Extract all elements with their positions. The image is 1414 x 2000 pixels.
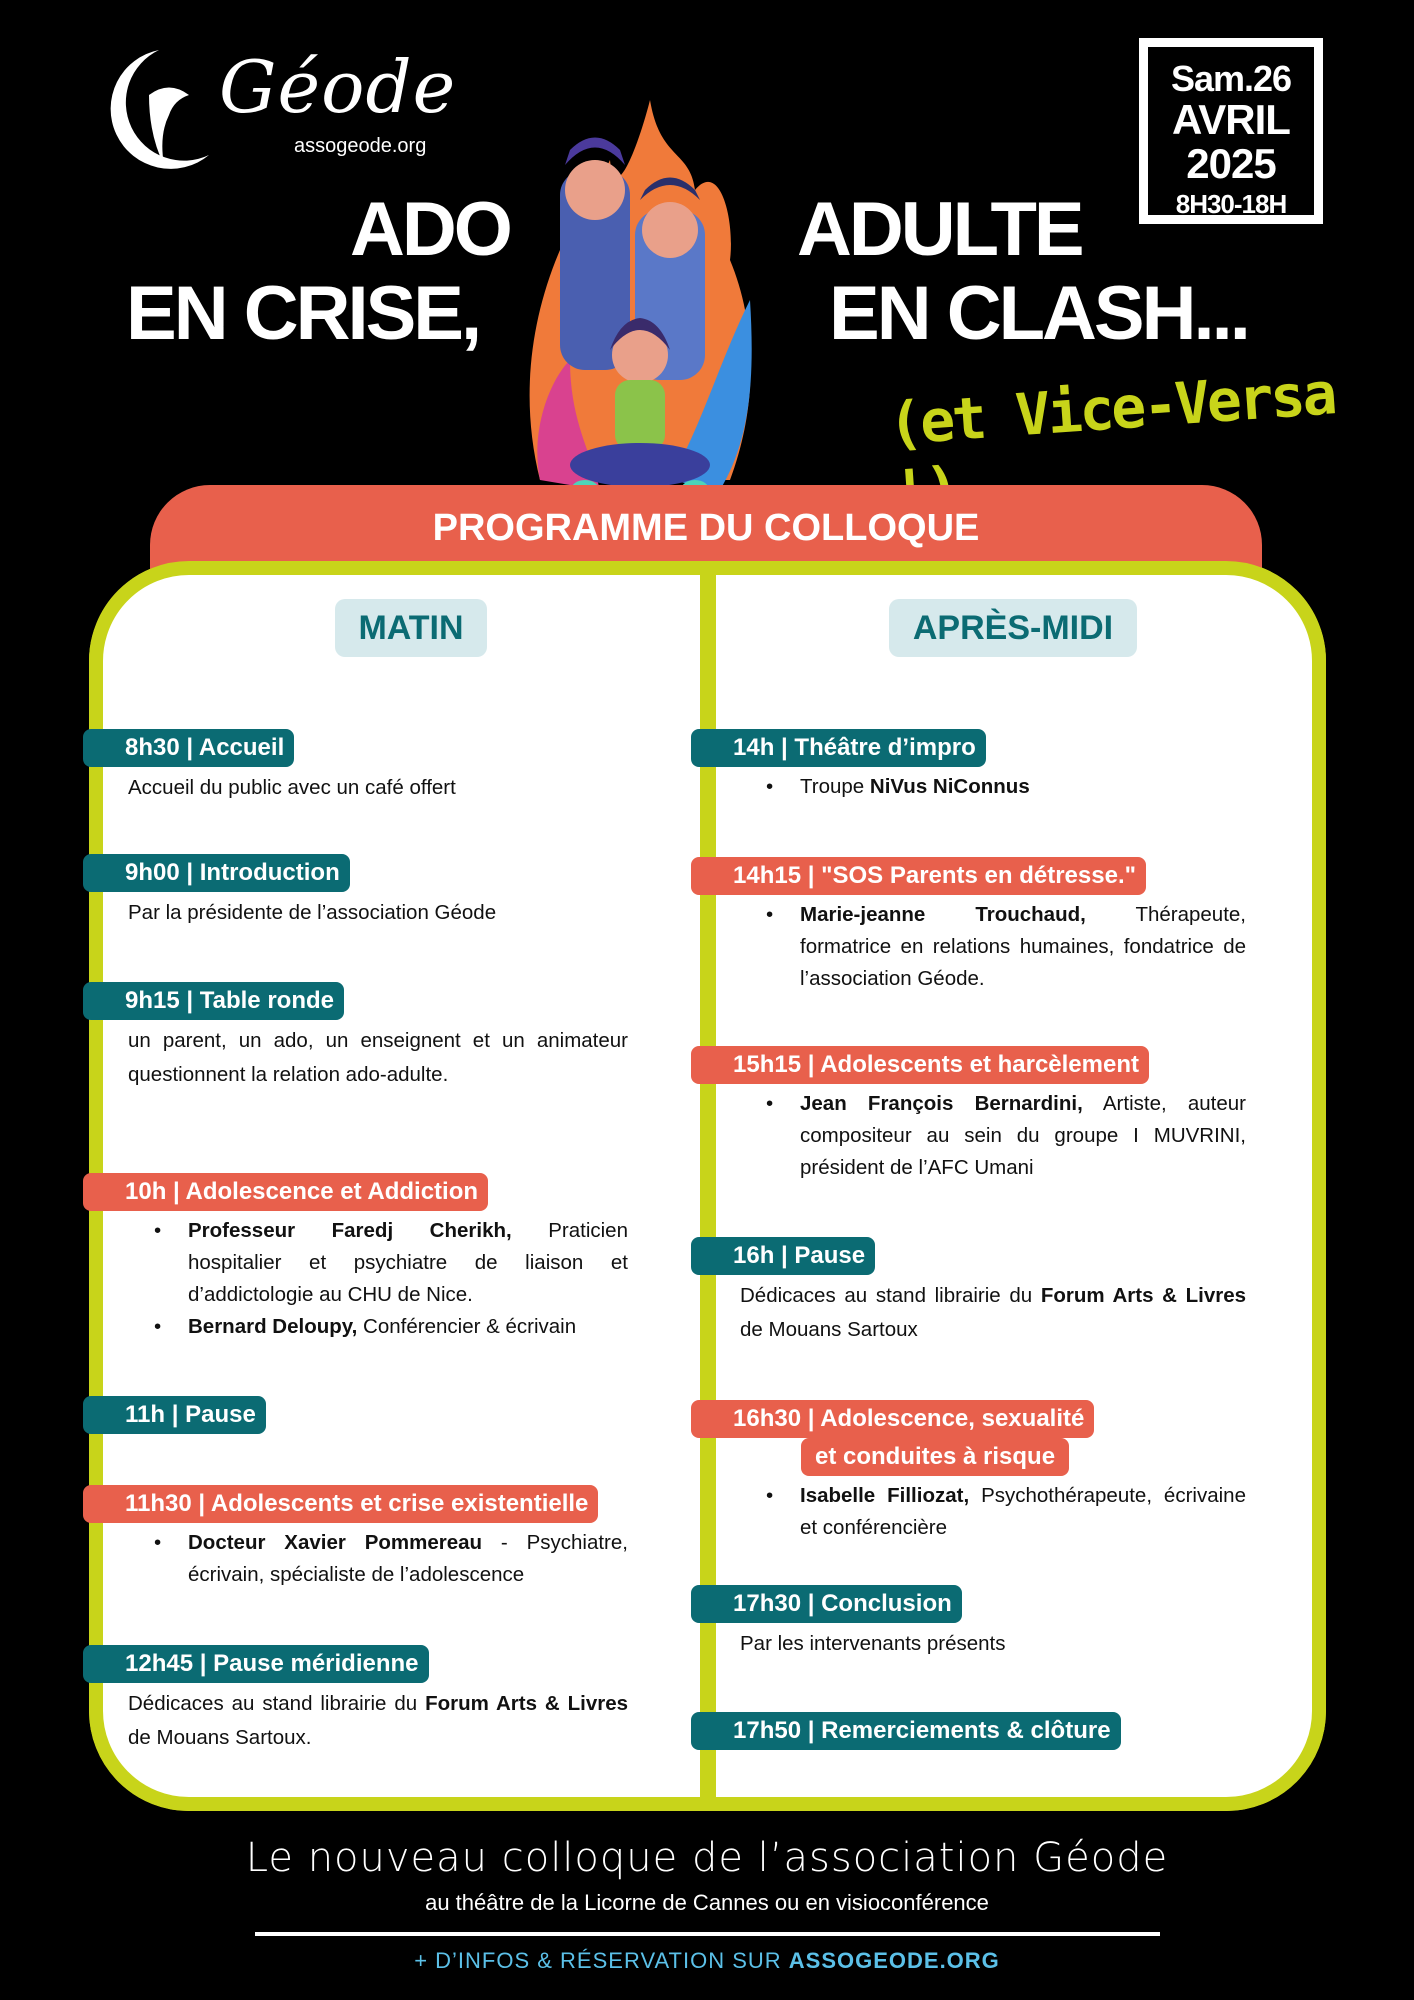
session-title-tag: 8h30 | Accueil	[83, 729, 294, 767]
title-adulte: ADULTE	[797, 187, 1082, 272]
speaker-list	[83, 1215, 628, 1343]
speaker-list	[83, 1527, 628, 1591]
crescent-bird-icon	[89, 45, 219, 175]
schedule-item	[691, 1046, 1246, 1184]
session-description: Dédicaces au stand librairie du Forum Arts & Livres de Mouans Sartoux.	[128, 1692, 628, 1749]
speaker-name: Jean François Bernardini,	[800, 1092, 1083, 1115]
speaker-item: • Professeur Faredj Cherikh, Praticien hospitalier et psychiatre de liaison et d’addictologie au CHU de Nice.	[150, 1215, 628, 1311]
speaker-name: Isabelle Filliozat,	[800, 1484, 970, 1507]
session-title-tag: 11h | Pause	[83, 1396, 266, 1434]
morning-label: MATIN	[335, 599, 487, 657]
speaker-name: Bernard Deloupy,	[188, 1315, 358, 1338]
speaker-item: • Marie-jeanne Trouchaud, Thérapeute, formatrice en relations humaines, fondatrice de l’association Géode.	[762, 899, 1246, 995]
schedule-item	[691, 1712, 1246, 1750]
schedule-item	[691, 1237, 1246, 1347]
session-title-tag: 14h | Théâtre d’impro	[691, 729, 986, 767]
session-description: un parent, un ado, un enseignent et un animateur questionnent la relation ado-adulte.	[128, 1029, 628, 1086]
session-description: Dédicaces au stand librairie du Forum Arts & Livres de Mouans Sartoux	[740, 1284, 1246, 1341]
speaker-list	[691, 899, 1246, 995]
bold-text: Forum Arts & Livres	[425, 1692, 628, 1715]
session-title-tag: 14h15 | "SOS Parents en détresse."	[691, 857, 1146, 895]
session-title-tag: 10h | Adolescence et Addiction	[83, 1173, 488, 1211]
schedule-item	[691, 857, 1246, 995]
speaker-list	[691, 1480, 1246, 1544]
schedule-item	[691, 729, 1246, 803]
footer-info-text: + D’INFOS & RÉSERVATION SUR	[414, 1948, 789, 1973]
speaker-item: • Bernard Deloupy, Conférencier & écrivain	[150, 1311, 628, 1343]
session-title-tag: 17h30 | Conclusion	[691, 1585, 962, 1623]
schedule-item	[691, 1400, 1246, 1544]
logo-wordmark: Géode	[219, 45, 457, 129]
programme-header: PROGRAMME DU COLLOQUE	[150, 485, 1262, 595]
characters-in-flames-illustration	[520, 100, 760, 510]
footer-divider	[255, 1932, 1160, 1936]
footer-venue: au théâtre de la Licorne de Cannes ou en visioconférence	[425, 1890, 989, 1915]
schedule-item	[83, 982, 628, 1092]
title-en-clash: EN CLASH...	[829, 271, 1248, 356]
date-year: 2025	[1186, 140, 1276, 187]
session-title-tag: 16h30 | Adolescence, sexualité	[691, 1400, 1094, 1438]
schedule-item	[691, 1585, 1246, 1661]
schedule-item	[83, 1173, 628, 1343]
bold-text: Forum Arts & Livres	[1040, 1284, 1246, 1307]
geode-logo	[89, 45, 457, 175]
title-vice-versa: (et Vice-Versa	[885, 359, 1337, 459]
schedule-item	[83, 854, 628, 930]
session-title-tag: 11h30 | Adolescents et crise existentielle	[83, 1485, 598, 1523]
footer-website-link[interactable]: ASSOGEODE.ORG	[788, 1948, 1000, 1973]
session-title-tag: 12h45 | Pause méridienne	[83, 1645, 429, 1683]
schedule-item	[83, 1396, 628, 1434]
afternoon-label: APRÈS-MIDI	[889, 599, 1137, 657]
session-title-tag: 17h50 | Remerciements & clôture	[691, 1712, 1121, 1750]
speaker-name: Marie-jeanne Trouchaud,	[800, 903, 1086, 926]
date-hours: 8H30-18H	[1175, 189, 1287, 219]
date-month: AVRIL	[1172, 96, 1290, 143]
session-title-tag: 9h15 | Table ronde	[83, 982, 344, 1020]
speaker-item: • Isabelle Filliozat, Psychothérapeute, écrivaine et conférencière	[762, 1480, 1246, 1544]
session-title-tag: 15h15 | Adolescents et harcèlement	[691, 1046, 1149, 1084]
title-en-crise: EN CRISE,	[126, 271, 480, 356]
session-title-tag-line2: et conduites à risque	[801, 1438, 1069, 1476]
speaker-list	[691, 771, 1246, 803]
footer-tagline: Le nouveau colloque de l’association Géode	[245, 1835, 1169, 1881]
event-date-box	[1139, 38, 1323, 224]
speaker-item: • Jean François Bernardini, Artiste, auteur compositeur au sein du groupe I MUVRINI, président de l’AFC Umani	[762, 1088, 1246, 1184]
session-description: Accueil du public avec un café offert	[128, 776, 456, 799]
speaker-name: Professeur Faredj Cherikh,	[188, 1219, 512, 1242]
schedule-item	[83, 1485, 628, 1591]
session-title-tag: 16h | Pause	[691, 1237, 875, 1275]
logo-url: assogeode.org	[294, 135, 427, 157]
speaker-name: NiVus NiConnus	[869, 775, 1030, 798]
title-ado: ADO	[350, 187, 510, 272]
speaker-item: • Troupe NiVus NiConnus	[762, 771, 1246, 803]
schedule-item	[83, 1645, 628, 1755]
session-description: Par les intervenants présents	[740, 1632, 1006, 1655]
schedule-item	[83, 729, 628, 805]
session-title-tag: 9h00 | Introduction	[83, 854, 350, 892]
session-description: Par la présidente de l’association Géode	[128, 901, 497, 924]
speaker-item: • Docteur Xavier Pommereau - Psychiatre, écrivain, spécialiste de l’adolescence	[150, 1527, 628, 1591]
speaker-name: Docteur Xavier Pommereau	[188, 1531, 483, 1554]
date-day: Sam.26	[1170, 58, 1292, 99]
footer-info	[0, 1948, 1414, 1974]
speaker-list	[691, 1088, 1246, 1184]
